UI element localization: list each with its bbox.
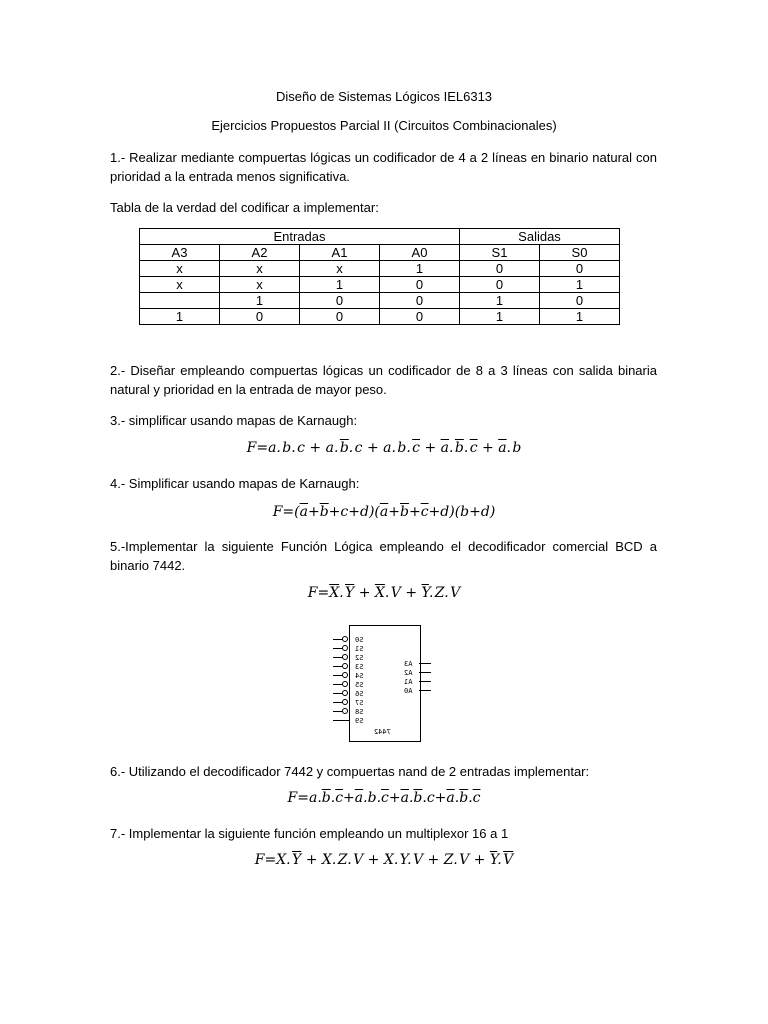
table-cell: 0 — [460, 261, 540, 277]
table-cell: 0 — [300, 293, 380, 309]
table-cell: 1 — [460, 293, 540, 309]
table-cell: 0 — [300, 309, 380, 325]
truth-table — [139, 228, 620, 325]
table-row — [140, 261, 620, 277]
col-header: A2 — [220, 245, 300, 261]
input-pin-label: A2 — [404, 669, 413, 677]
table-cell: 1 — [300, 277, 380, 293]
exercise-7-text: 7.- Implementar la siguiente función empleando un multiplexor 16 a 1 — [110, 826, 509, 841]
output-pin-label: S0 — [355, 636, 364, 644]
table-cell — [140, 293, 220, 309]
output-pin-label: S9 — [355, 717, 364, 725]
output-pin-label: S5 — [355, 681, 364, 689]
exercise-6-text: 6.- Utilizando el decodificador 7442 y compuertas nand de 2 entradas implementar: — [110, 764, 590, 779]
input-pin-label: A0 — [404, 687, 413, 695]
table-cell: 0 — [380, 309, 460, 325]
input-pin-label: A3 — [404, 660, 413, 668]
output-pin-label: S2 — [355, 654, 364, 662]
table-cell: x — [220, 277, 300, 293]
col-header: A0 — [380, 245, 460, 261]
document-subtitle: Ejercicios Propuestos Parcial II (Circuitos Combinacionales) — [211, 118, 557, 133]
table-cell: 0 — [540, 293, 620, 309]
col-header: A1 — [300, 245, 380, 261]
output-pin-label: S7 — [355, 699, 364, 707]
table-cell: x — [300, 261, 380, 277]
document-title: Diseño de Sistemas Lógicos IEL6313 — [275, 89, 493, 104]
table-cell: 0 — [460, 277, 540, 293]
output-pin-label: S6 — [355, 690, 364, 698]
table-row — [140, 277, 620, 293]
output-pin-label: S8 — [355, 708, 364, 716]
formula-ex7: F=X. $\overline{Y} + X$. Z. V + X. Y. V + Z. $V + \overline{Y}$. $\overline{V}$ — [254, 852, 514, 868]
table-cell: 0 — [380, 293, 460, 309]
exercise-3-text: 3.- simplificar usando mapas de Karnaugh: — [110, 413, 358, 428]
col-header: A3 — [140, 245, 220, 261]
output-pin-label: S3 — [355, 663, 364, 671]
decoder-7442-chip — [349, 625, 421, 742]
exercise-4-text: 4.- Simplificar usando mapas de Karnaugh: — [110, 476, 360, 491]
table-cell: 0 — [540, 261, 620, 277]
table-cell: x — [140, 277, 220, 293]
table-cell: 1 — [540, 277, 620, 293]
exercise-1-text: 1.- Realizar mediante compuertas lógicas un codificador de 4 a 2 líneas en binario natural con prioridad a la entrada menos significativa. — [110, 150, 657, 184]
table-cell: 1 — [220, 293, 300, 309]
output-pin-label: S4 — [355, 672, 364, 680]
col-header: S0 — [540, 245, 620, 261]
table-row — [140, 309, 620, 325]
header-entradas: Entradas — [140, 229, 460, 245]
table-cell: 1 — [140, 309, 220, 325]
table-cell: x — [140, 261, 220, 277]
table-cell: x — [220, 261, 300, 277]
table-cell: 0 — [220, 309, 300, 325]
output-pin-label: S1 — [355, 645, 364, 653]
header-salidas: Salidas — [460, 229, 620, 245]
exercise-2-text: 2.- Diseñar empleando compuertas lógicas un codificador de 8 a 3 líneas con salida binaria natural y prioridad en la entrada de mayor peso. — [110, 363, 657, 397]
table-cell: 1 — [460, 309, 540, 325]
table-cell: 1 — [380, 261, 460, 277]
input-pin-label: A1 — [404, 678, 413, 686]
col-header: S1 — [460, 245, 540, 261]
exercise-5-text: 5.-Implementar la siguiente Función Lógica empleando el decodificador comercial BCD a binario 7442. — [110, 539, 657, 573]
table-column-headers — [140, 245, 620, 261]
table-group-header — [140, 229, 620, 245]
table-cell: 0 — [380, 277, 460, 293]
formula-ex3: F=a. b. c + a. $\overline{b}$. c + a. b. $\overline{c} + \overline{a}$. $\overline{b}$. $\overline{c} + \overline{a}$. b — [246, 440, 522, 456]
table-cell: 1 — [540, 309, 620, 325]
table-caption: Tabla de la verdad del codificar a implementar: — [110, 200, 379, 215]
formula-ex4: $F=(\overline{a}+\overline{b}+c+d)(\overline{a}+\overline{b}+\overline{c}+d)(b+d)$ — [272, 504, 496, 520]
chip-part-label: 7442 — [374, 728, 391, 736]
formula-ex5: $F=\overline{X}$. $\overline{Y} + \overline{X}$. $V + \overline{Y}$. Z. V — [307, 585, 461, 601]
table-row — [140, 293, 620, 309]
formula-ex6: $F=a.\overline{b}.\overline{c}+\overline{a}.b.\overline{c}+\overline{a}.\overline{b}.c+\overline{a}.\overline{b}.\overline{c}$ — [287, 790, 481, 806]
